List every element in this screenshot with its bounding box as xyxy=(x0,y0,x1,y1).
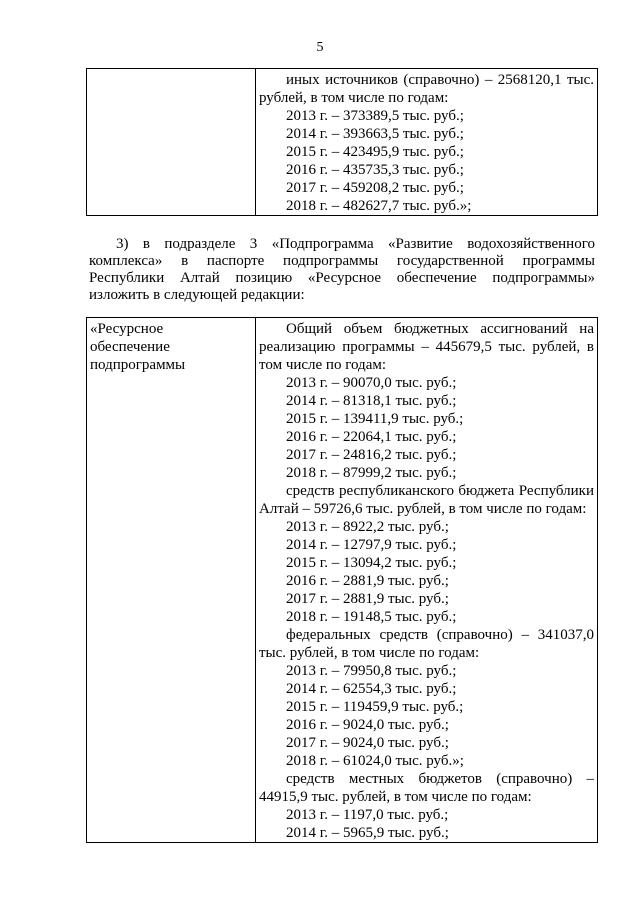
text-line: 2014 г. – 81318,1 тыс. руб.; xyxy=(286,393,457,409)
position-name-line: подпрограммы xyxy=(90,357,186,373)
text-line: 2014 г. – 5965,9 тыс. руб.; xyxy=(286,825,449,841)
text-line: 2017 г. – 9024,0 тыс. руб.; xyxy=(286,735,449,751)
funding-table-continued xyxy=(86,68,598,216)
text-line: 2017 г. – 2881,9 тыс. руб.; xyxy=(286,591,449,607)
text-line: 2016 г. – 22064,1 тыс. руб.; xyxy=(286,429,457,445)
text-line: рублей, в том числе по годам: xyxy=(259,90,449,106)
text-line: изложить в следующей редакции: xyxy=(89,287,305,303)
text-line: 2013 г. – 1197,0 тыс. руб.; xyxy=(286,807,449,823)
text-lines xyxy=(259,71,594,215)
position-name-line: «Ресурсное xyxy=(90,321,164,337)
resource-provision-table xyxy=(86,317,598,843)
text-line: 3) в подразделе 3 «Подпрограмма «Развитие водохозяйственного xyxy=(116,236,595,252)
position-value-cell xyxy=(256,318,598,843)
text-line: 2014 г. – 12797,9 тыс. руб.; xyxy=(286,537,457,553)
text-line: иных источников (справочно) – 2568120,1 тыс. xyxy=(286,72,594,88)
text-line: 2016 г. – 2881,9 тыс. руб.; xyxy=(286,573,449,589)
text-line: 2018 г. – 87999,2 тыс. руб.; xyxy=(286,465,457,481)
text-line: Общий объем бюджетных ассигнований на xyxy=(286,321,594,337)
amendment-paragraph xyxy=(89,236,595,304)
text-line: 2016 г. – 9024,0 тыс. руб.; xyxy=(286,717,449,733)
text-line: реализацию программы – 445679,5 тыс. рублей, в xyxy=(259,339,594,355)
text-line: тыс. рублей, в том числе по годам: xyxy=(259,645,480,661)
text-line: 2013 г. – 90070,0 тыс. руб.; xyxy=(286,375,457,391)
text-line: средств республиканского бюджета Республики xyxy=(286,483,594,499)
text-line: 2017 г. – 24816,2 тыс. руб.; xyxy=(286,447,457,463)
text-line: 2014 г. – 393663,5 тыс. руб.; xyxy=(286,126,464,142)
text-line: 44915,9 тыс. рублей, в том числе по годам: xyxy=(259,789,532,805)
text-line: федеральных средств (справочно) – 341037,0 xyxy=(286,627,594,643)
table-row xyxy=(87,318,598,843)
text-line: Алтай – 59726,6 тыс. рублей, в том числе по годам: xyxy=(259,501,587,517)
text-line: комплекса» в паспорте подпрограммы государственной программы xyxy=(89,253,595,269)
text-lines xyxy=(89,236,595,304)
text-line: 2013 г. – 79950,8 тыс. руб.; xyxy=(286,663,457,679)
table-cell-empty xyxy=(87,69,256,216)
text-line: Республики Алтай позицию «Ресурсное обеспечение подпрограммы» xyxy=(89,270,595,286)
text-line: том числе по годам: xyxy=(259,357,387,373)
text-line: 2015 г. – 119459,9 тыс. руб.; xyxy=(286,699,464,715)
table-cell-text xyxy=(256,69,598,216)
text-line: средств местных бюджетов (справочно) – xyxy=(286,771,594,787)
text-line: 2018 г. – 61024,0 тыс. руб.»; xyxy=(286,753,464,769)
text-line: 2013 г. – 373389,5 тыс. руб.; xyxy=(286,108,464,124)
text-line: 2015 г. – 139411,9 тыс. руб.; xyxy=(286,411,464,427)
page-number: 5 xyxy=(316,40,324,55)
table-row xyxy=(87,69,598,216)
text-lines xyxy=(259,320,594,842)
text-line: 2018 г. – 482627,7 тыс. руб.»; xyxy=(286,198,472,214)
text-line: 2013 г. – 8922,2 тыс. руб.; xyxy=(286,519,449,535)
text-line: 2015 г. – 13094,2 тыс. руб.; xyxy=(286,555,457,571)
position-name-cell xyxy=(87,318,256,843)
position-name-line: обеспечение xyxy=(90,339,170,355)
text-line: 2018 г. – 19148,5 тыс. руб.; xyxy=(286,609,457,625)
text-line: 2017 г. – 459208,2 тыс. руб.; xyxy=(286,180,464,196)
text-line: 2014 г. – 62554,3 тыс. руб.; xyxy=(286,681,457,697)
text-line: 2015 г. – 423495,9 тыс. руб.; xyxy=(286,144,464,160)
text-line: 2016 г. – 435735,3 тыс. руб.; xyxy=(286,162,464,178)
